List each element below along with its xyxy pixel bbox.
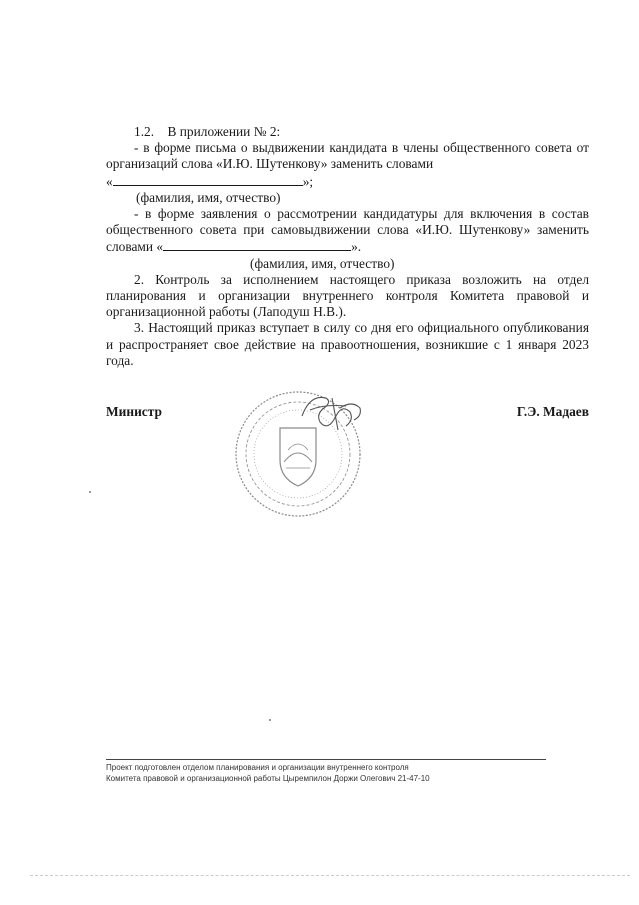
scan-speck: [89, 491, 91, 493]
document-body: [106, 124, 589, 369]
signatory-position: Министр: [106, 404, 162, 419]
document-footer: [106, 763, 576, 784]
item-1-2-application-text: - в форме заявления о рассмотрении кандидатуры для включения в состав общественного совета при самовыдвижении слова «И.Ю. Шутенкову» заменить словами «: [106, 206, 589, 255]
blank-close-quote: »;: [302, 173, 314, 189]
item-2-control: 2. Контроль за исполнением настоящего приказа возложить на отдел планирования и организации внутреннего контроля Комитета правовой и организационной работы (Лаподуш Н.В.).: [106, 271, 589, 320]
name-blank-line: [163, 238, 351, 251]
footer-line-1: Проект подготовлен отделом планирования и организации внутреннего контроля: [106, 763, 409, 772]
item-1-2-letter-text: - в форме письма о выдвижении кандидата в члены общественного совета от организаций слова «И.Ю. Шутенкову» заменить словами: [106, 140, 589, 172]
blank-caption: (фамилия, имя, отчество): [136, 189, 281, 205]
footer-line-2: Комитета правовой и организационной работы Цыремпилон Доржи Олегович 21-47-10: [106, 773, 430, 783]
name-blank-line: [113, 173, 303, 186]
blank-caption: (фамилия, имя, отчество): [250, 255, 395, 271]
item-1-2-letter-form: [106, 140, 589, 172]
item-1-2-application-form: [106, 206, 589, 256]
blank-open-quote: «: [106, 173, 113, 189]
item-1-2-letter-blank: [106, 173, 589, 190]
item-1-2-heading: 1.2. В приложении № 2:: [134, 124, 281, 139]
scan-speck: [269, 719, 271, 721]
official-seal-and-signature: [228, 386, 388, 521]
scan-edge: [30, 875, 630, 876]
item-3-effective-date: 3. Настоящий приказ вступает в силу со дня его официального опубликования и распространяет свое действие на правоотношения, возникшие с 1 января 2023 года.: [106, 320, 589, 368]
signatory-name: Г.Э. Мадаев: [516, 404, 589, 419]
blank-close-quote: ».: [351, 239, 362, 255]
footer-divider: [106, 759, 546, 760]
